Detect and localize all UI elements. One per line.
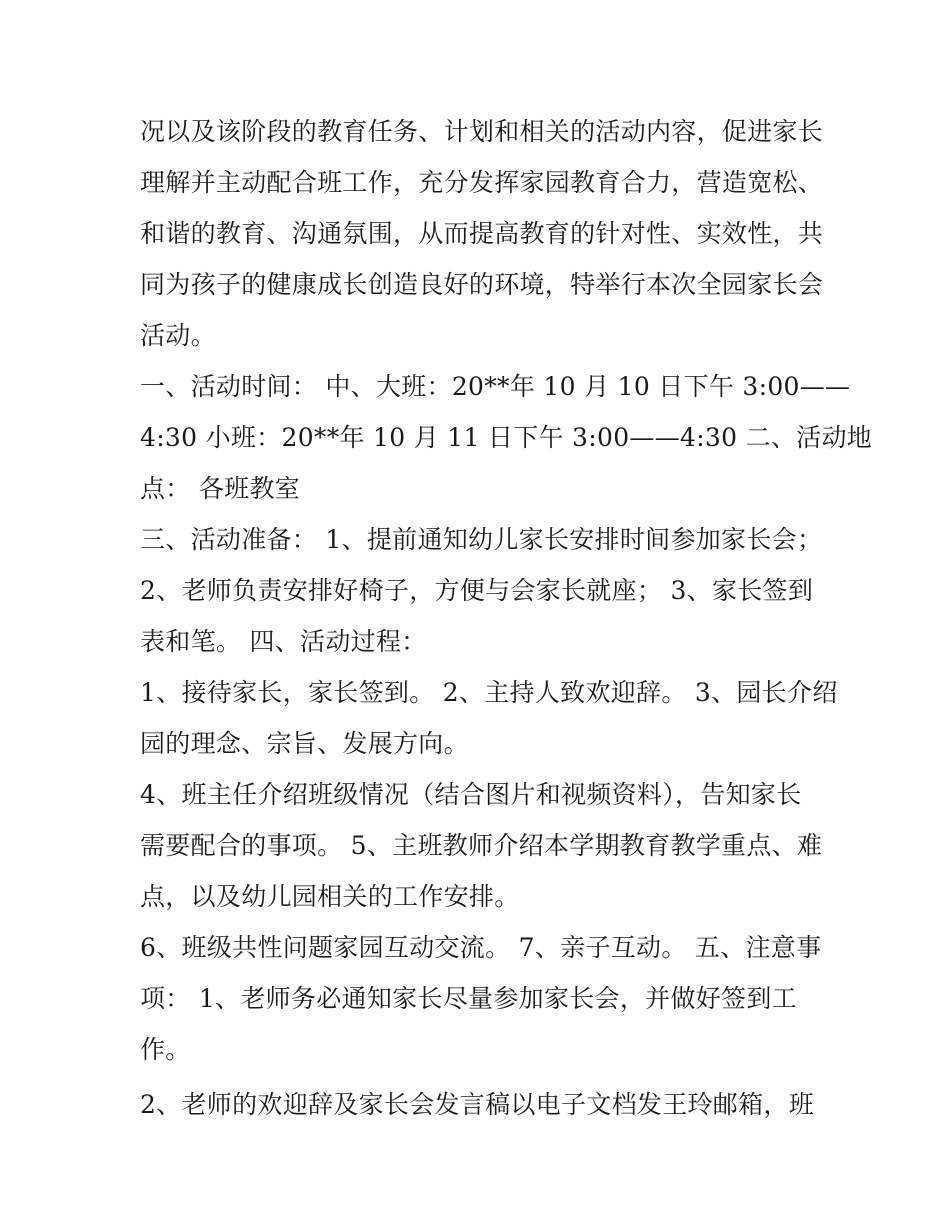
- text-line: 2、老师的欢迎辞及家长会发言稿以电子文档发王玲邮箱，班: [140, 1090, 815, 1119]
- text-line: 项： 1、老师务必通知家长尽量参加家长会，并做好签到工: [140, 984, 797, 1013]
- text-line: 活动。: [140, 321, 216, 350]
- text-line: 4、班主任介绍班级情况（结合图片和视频资料），告知家长: [140, 780, 802, 809]
- text-line: 园的理念、宗旨、发展方向。: [140, 729, 469, 758]
- text-line: 需要配合的事项。 5、主班教师介绍本学期教育教学重点、难: [140, 831, 823, 860]
- text-line: 表和笔。 四、活动过程：: [140, 627, 427, 656]
- text-line: 同为孩子的健康成长创造良好的环境，特举行本次全园家长会: [140, 270, 824, 299]
- text-line: 点，以及幼儿园相关的工作安排。: [140, 882, 520, 911]
- text-line: 理解并主动配合班工作，充分发挥家园教育合力，营造宽松、: [140, 168, 824, 197]
- text-line: 6、班级共性问题家园互动交流。 7、亲子互动。 五、注意事: [140, 933, 822, 962]
- text-line: 2、老师负责安排好椅子，方便与会家长就座； 3、家长签到: [140, 576, 814, 605]
- text-line: 一、活动时间： 中、大班：20**年 10 月 10 日下午 3:00——: [140, 372, 851, 401]
- text-line: 三、活动准备： 1、提前通知幼儿家长安排时间参加家长会；: [140, 525, 823, 554]
- text-line: 1、接待家长，家长签到。 2、主持人致欢迎辞。 3、园长介绍: [140, 678, 838, 707]
- text-line: 况以及该阶段的教育任务、计划和相关的活动内容，促进家长: [140, 117, 824, 146]
- text-line: 4:30 小班：20**年 10 月 11 日下午 3:00——4:30 二、活动地: [140, 423, 873, 452]
- text-line: 点： 各班教室: [140, 474, 301, 503]
- document-body: [140, 106, 873, 1130]
- text-line: 作。: [140, 1035, 191, 1064]
- text-line: 和谐的教育、沟通氛围，从而提高教育的针对性、实效性，共: [140, 219, 824, 248]
